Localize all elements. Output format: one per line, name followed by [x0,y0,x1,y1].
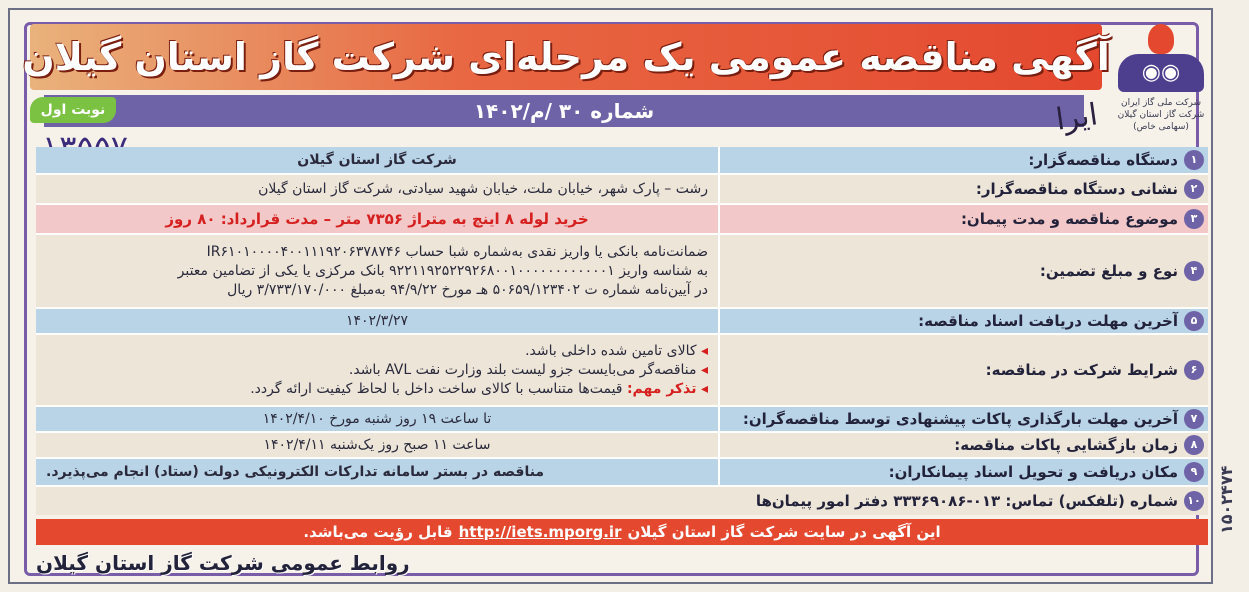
condition-text: مناقصه‌گر می‌بایست جزو لیست بلند وزارت نفت AVL باشد. [348,361,697,378]
row-value [36,335,718,405]
logo-line-3: (سهامی خاص) [1133,122,1189,132]
logo-line-2: شرکت گاز استان گیلان [1117,110,1205,120]
notice-number: شماره ۳۰ /م/۱۴۰۲ [473,99,655,123]
row-value-empty [36,487,718,515]
row-label [718,433,1208,457]
website-text-before: این آگهی در سایت شرکت گاز استان گیلان [627,523,941,541]
gas-logo-icon: ◉◉ [1118,54,1204,92]
row-value: شرکت گاز استان گیلان [297,152,457,168]
row-number: ۴ [1184,261,1204,281]
condition-text: کالای تامین شده داخلی باشد. [525,342,697,359]
row-label [718,459,1208,485]
round-badge: نوبت اول [30,97,116,123]
row-label-text: شرایط شرکت در مناقصه: [985,361,1178,379]
table-row [36,335,1208,407]
side-reference-number: ۱۵۰۲۴۷۴ [1217,465,1236,535]
table-row [36,175,1208,205]
footer-public-relations: روابط عمومی شرکت گاز استان گیلان [36,551,410,575]
website-bar [36,519,1208,545]
notice-title: آگهی مناقصه عمومی یک مرحله‌ای شرکت گاز استان گیلان [22,35,1110,79]
row-number: ۸ [1184,435,1204,455]
row-value: ساعت ۱۱ صبح روز یک‌شنبه ۱۴۰۲/۴/۱۱ [263,437,491,453]
row-label [718,487,1208,515]
company-logo [1112,22,1210,134]
row-label [718,309,1208,333]
signature: ایرا [1053,97,1100,138]
row-label [718,147,1208,173]
condition-line-2 [349,361,708,380]
row-label [718,235,1208,307]
warning-label: تذکر مهم: [626,380,697,397]
notice-number-bar [44,95,1084,127]
row-label-text: شماره (تلفکس) تماس: ۰۱۳-۳۳۳۶۹۰۸۶ دفتر امور پیمان‌ها [755,492,1178,510]
row-value: رشت – پارک شهر، خیابان ملت، خیابان شهید سیادتی، شرکت گاز استان گیلان [258,181,708,197]
row-number: ۱ [1184,150,1204,170]
table-row [36,433,1208,459]
bullet-icon: ◂ [696,380,708,397]
row-label-text: مکان دریافت و تحویل اسناد پیمانکاران: [888,463,1178,481]
row-number: ۷ [1184,409,1204,429]
row-label-text: آخرین مهلت دریافت اسناد مناقصه: [918,312,1178,330]
condition-text: قیمت‌ها متناسب با کالای ساخت داخل با لحاظ کیفیت ارائه گردد. [250,380,623,397]
table-row [36,309,1208,335]
tender-details-table [36,147,1208,515]
row-number: ۲ [1184,179,1204,199]
guarantee-line-2: به شناسه واریز ۹۲۲۱۱۹۲۵۲۲۹۲۶۸۰۰۱۰۰۰۰۰۰۰۰۰۰۰۰۱ بانک مرکزی یا یکی از تضامین معتبر [177,262,708,279]
logo-line-1: شرکت ملی گاز ایران [1121,98,1201,108]
title-banner [22,24,1110,90]
row-value: مناقصه در بستر سامانه تدارکات الکترونیکی دولت (ستاد) انجام می‌پذیرد. [46,464,545,480]
condition-line-1 [525,342,708,361]
condition-line-3 [250,380,708,399]
row-label-text: دستگاه مناقصه‌گزار: [1028,151,1178,169]
row-value: ۱۴۰۲/۳/۲۷ [345,313,409,329]
table-row [36,407,1208,433]
row-label [718,335,1208,405]
row-label-text: نوع و مبلغ تضمین: [1039,262,1178,280]
row-number: ۹ [1184,462,1204,482]
website-text-after: قابل رؤیت می‌باشد. [303,523,453,541]
row-label-text: آخرین مهلت بارگذاری پاکات پیشنهادی توسط مناقصه‌گران: [742,410,1178,428]
row-label [718,205,1208,233]
bullet-icon: ◂ [696,342,708,359]
table-row [36,459,1208,487]
row-number: ۳ [1184,209,1204,229]
row-label [718,175,1208,203]
row-value: تا ساعت ۱۹ روز شنبه مورخ ۱۴۰۲/۴/۱۰ [262,411,492,427]
flame-icon [1148,24,1174,54]
row-label [718,407,1208,431]
website-link[interactable]: http://iets.mporg.ir [458,523,622,541]
table-row [36,147,1208,175]
row-label-text: زمان بازگشایی پاکات مناقصه: [954,436,1178,454]
row-label-text: نشانی دستگاه مناقصه‌گزار: [975,180,1178,198]
row-number: ۵ [1184,311,1204,331]
guarantee-line-1: ضمانت‌نامه بانکی یا واریز نقدی به‌شماره شبا حساب IR۶۱۰۱۰۰۰۰۴۰۰۱۱۱۹۲۰۶۳۷۸۷۴۶ [206,243,708,260]
row-value [36,235,718,307]
table-row [36,235,1208,309]
guarantee-line-3: در آیین‌نامه شماره ت ۵۰۶۵۹/۱۲۳۴۰۲ هـ مورخ ۹۴/۹/۲۲ به‌مبلغ ۳/۷۳۳/۱۷۰/۰۰۰ ریال [227,281,708,298]
row-value: خرید لوله ۸ اینچ به متراژ ۷۳۵۶ متر – مدت قرارداد: ۸۰ روز [165,210,589,228]
row-label-text: موضوع مناقصه و مدت پیمان: [960,210,1178,228]
row-number: ۶ [1184,360,1204,380]
row-number: ۱۰ [1184,491,1204,511]
bullet-icon: ◂ [696,361,708,378]
table-row [36,487,1208,515]
table-row [36,205,1208,235]
